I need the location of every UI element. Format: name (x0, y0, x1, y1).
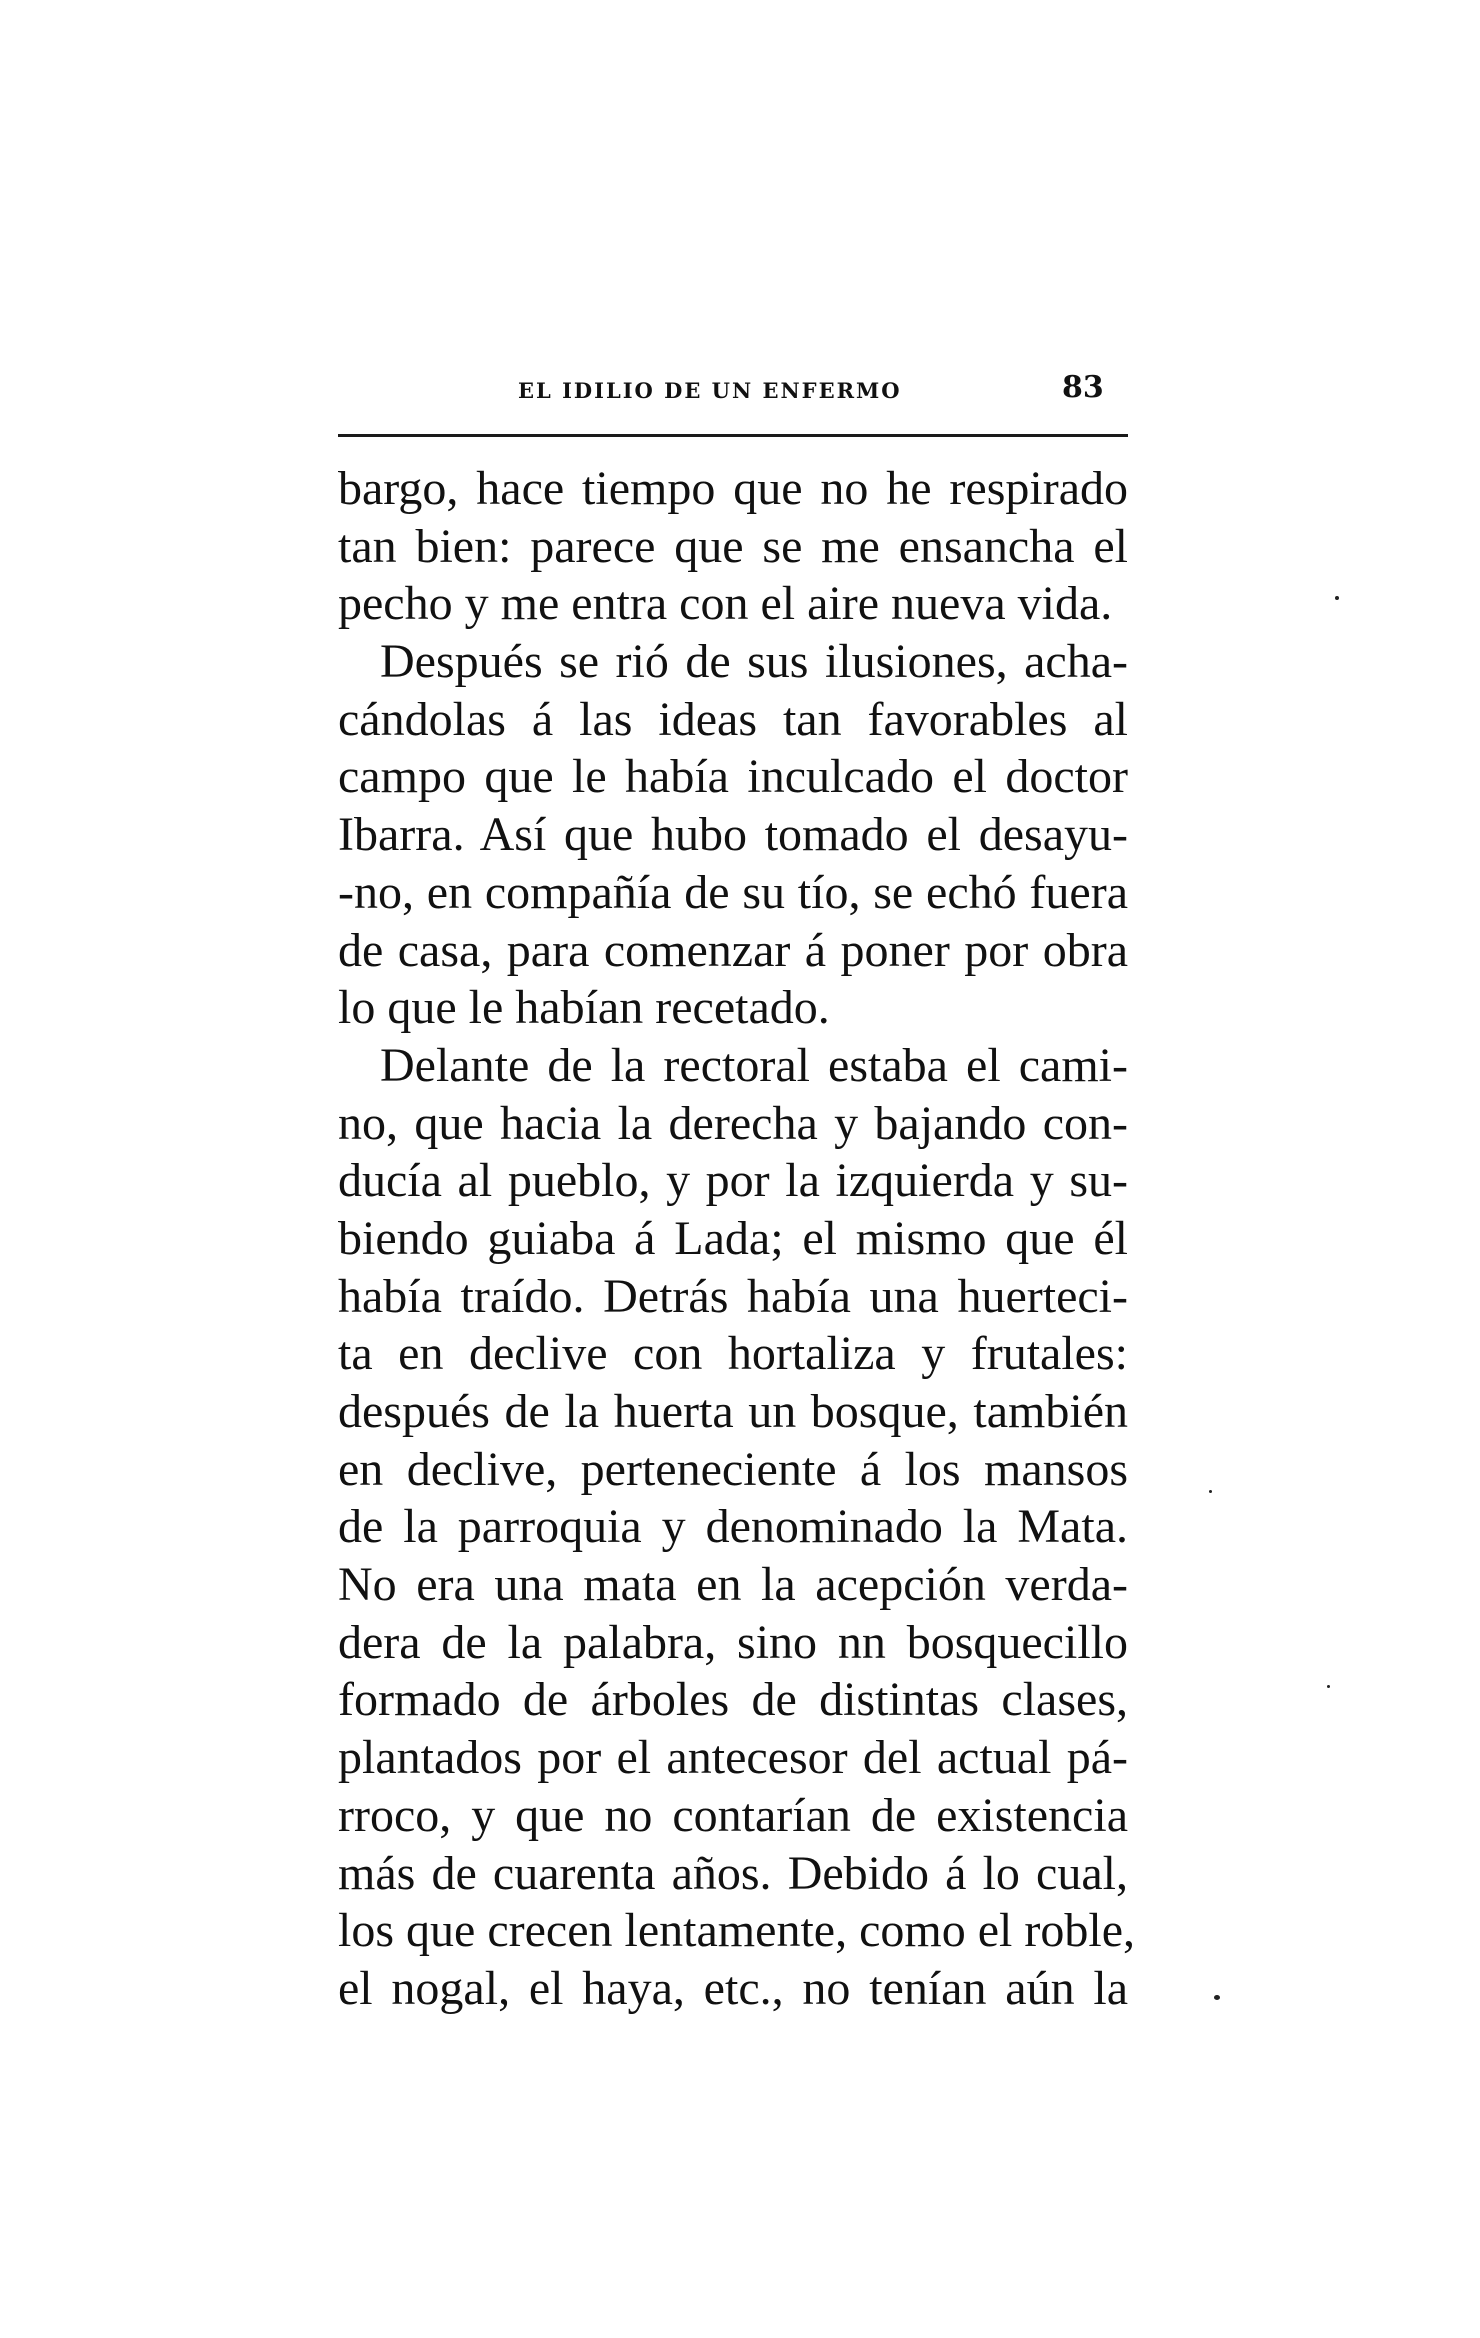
scan-speck (1335, 596, 1339, 600)
text-line: cándolas á las ideas tan favorables al (338, 692, 1128, 746)
text-line: pecho y me entra con el aire nueva vida. (338, 577, 1113, 631)
text-line: biendo guiaba á Lada; el mismo que él (338, 1211, 1128, 1265)
page-number: 83 (1062, 370, 1104, 405)
text-line: plantados por el antecesor del actual pá- (338, 1731, 1128, 1785)
text-line: había traído. Detrás había una huerteci- (338, 1269, 1128, 1323)
text-line: bargo, hace tiempo que no he respirado (338, 462, 1128, 515)
text-line: No era una mata en la acepción verda- (338, 1558, 1128, 1612)
running-title: EL IDILIO DE UN ENFERMO (518, 378, 902, 403)
paragraph-first-line: Después se rió de sus ilusiones, acha- (380, 635, 1128, 689)
header-rule (338, 434, 1128, 437)
text-line: lo que le habían recetado. (338, 981, 830, 1035)
scan-speck (1327, 1685, 1330, 1688)
text-line: campo que le había inculcado el doctor (338, 750, 1128, 804)
text-line: dera de la palabra, sino nn bosquecillo (338, 1615, 1128, 1669)
text-line: -no, en compañía de su tío, se echó fuera (338, 865, 1128, 919)
text-line: de la parroquia y denominado la Mata. (338, 1500, 1128, 1554)
text-line: los que crecen lentamente, como el roble, (338, 1904, 1135, 1958)
text-line: tan bien: parece que se me ensancha el (338, 519, 1128, 573)
text-line: Ibarra. Así que hubo tomado el desayu- (338, 808, 1128, 862)
text-line: ducía al pueblo, y por la izquierda y su- (338, 1154, 1128, 1208)
text-line: ta en declive con hortaliza y frutales: (338, 1327, 1128, 1381)
page-header (338, 370, 1128, 410)
text-line: formado de árboles de distintas clases, (338, 1673, 1128, 1727)
body-text (338, 460, 1135, 2018)
text-line: después de la huerta un bosque, también (338, 1385, 1128, 1438)
text-line: no, que hacia la derecha y bajando con- (338, 1096, 1128, 1150)
scan-speck (1214, 1995, 1220, 2000)
scan-speck (1209, 1490, 1212, 1493)
text-line: de casa, para comenzar á poner por obra (338, 923, 1128, 977)
paragraph-first-line: Delante de la rectoral estaba el cami- (380, 1038, 1128, 1092)
text-line: el nogal, el haya, etc., no tenían aún la (338, 1961, 1128, 2015)
text-line: más de cuarenta años. Debido á lo cual, (338, 1846, 1128, 1900)
text-line: rroco, y que no contarían de existencia (338, 1788, 1128, 1842)
text-line: en declive, perteneciente á los mansos (338, 1442, 1128, 1496)
